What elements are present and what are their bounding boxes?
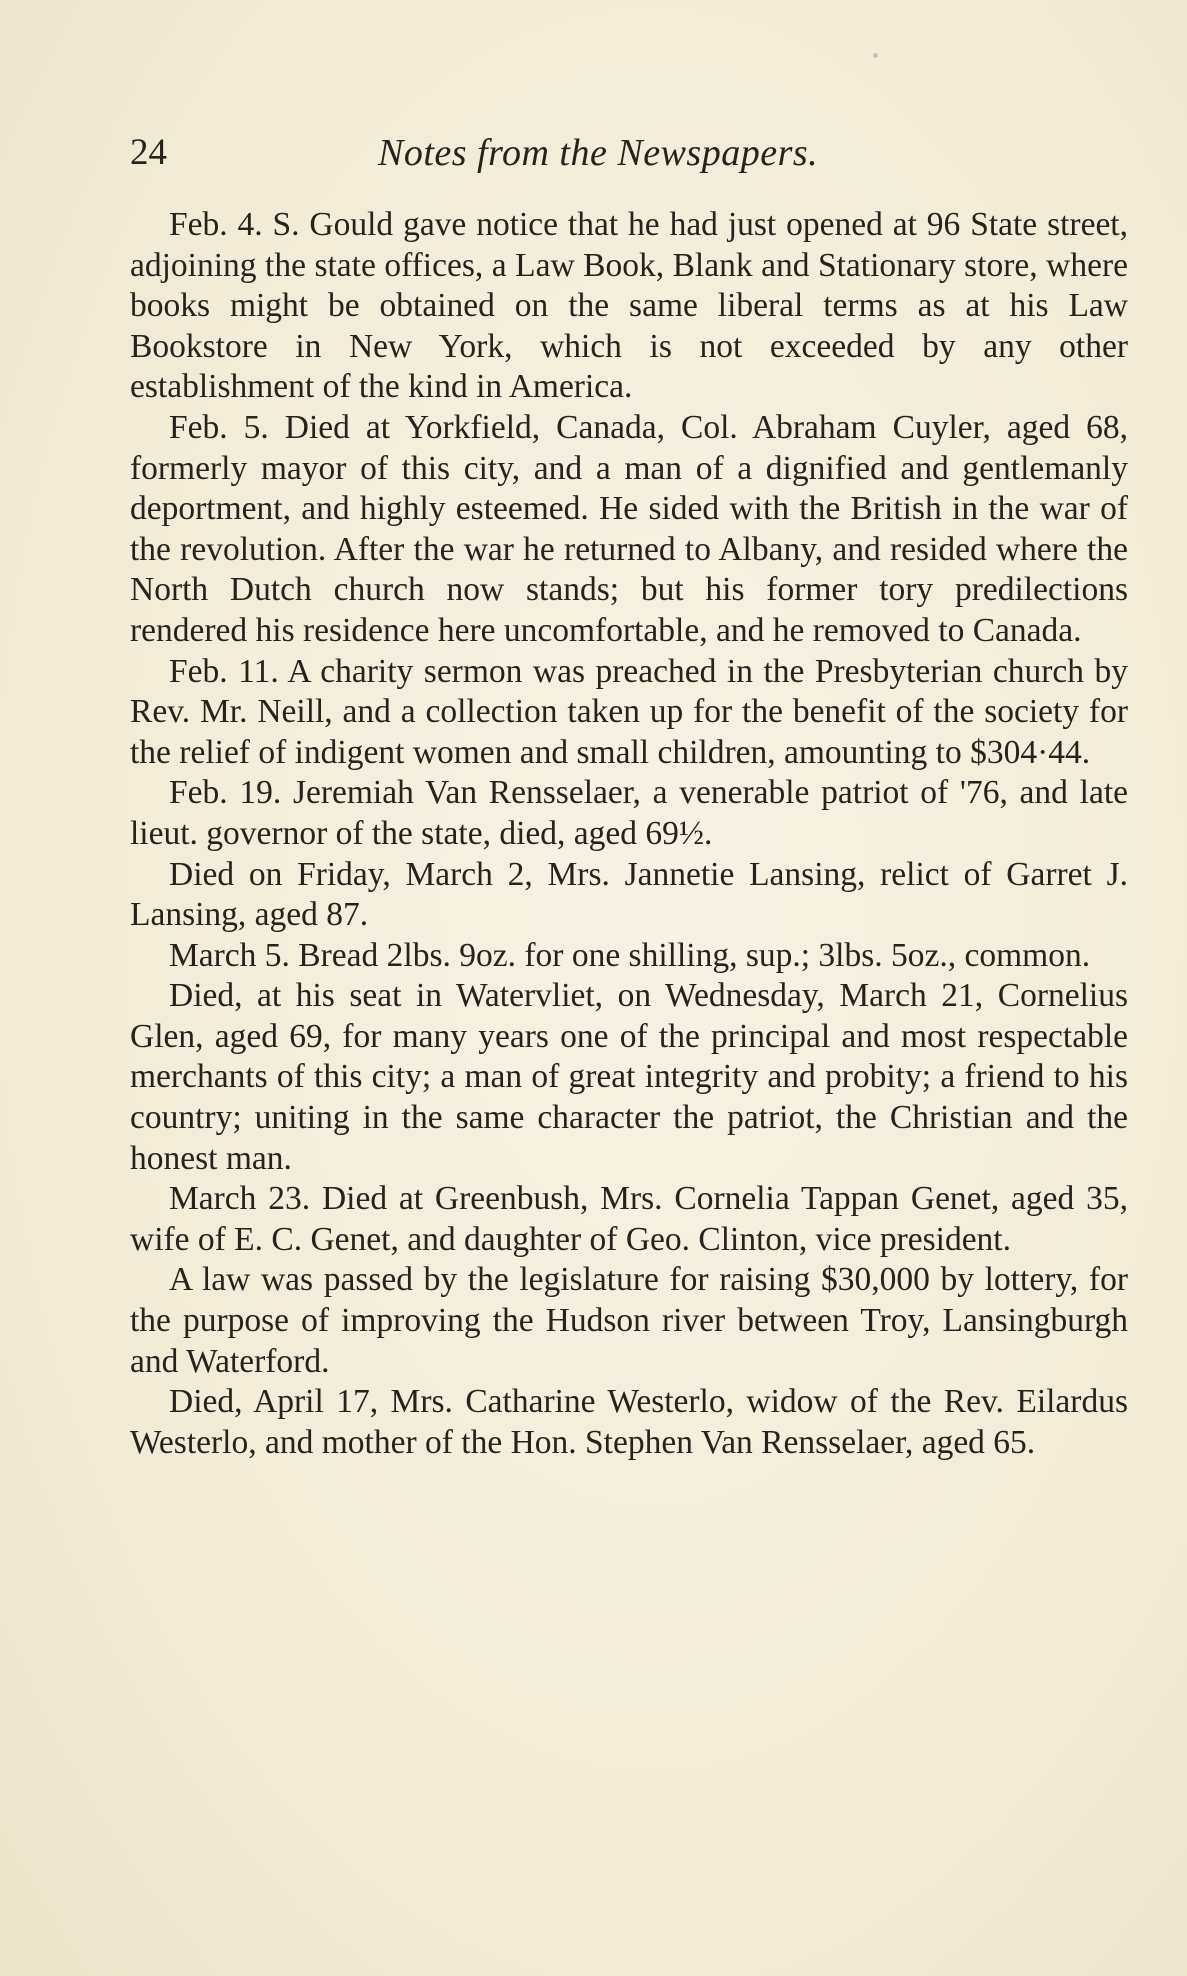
entry-feb-4: Feb. 4. S. Gould gave notice that he had just opened at 96 State street, adjoining the state offices, a Law Book, Blank and Stationary store, where books might be obtained on the same liberal terms as at his Law Bookstore in New York, which is not exceeded by any other establishment of the kind in America. [130,206,1128,406]
entry-feb-5: Feb. 5. Died at Yorkfield, Canada, Col. Abraham Cuyler, aged 68, formerly mayor of this city, and a man of a dignified and gentlemanly deportment, and highly esteemed. He sided with the British in the war of the revolution. After the war he returned to Albany, and resided where the North Dutch church now stands; but his former tory predilections rendered his residence here uncomfortable, and he removed to Canada. [130,408,1128,649]
entry-march-5: March 5. Bread 2lbs. 9oz. for one shilling, sup.; 3lbs. 5oz., common. [169,936,1091,974]
entry-lottery-law: A law was passed by the legislature for raising $30,000 by lottery, for the purpose of improving the Hudson river between Troy, Lansingburgh and Waterford. [130,1261,1128,1380]
entry-march-2: Died on Friday, March 2, Mrs. Jannetie Lansing, relict of Garret J. Lansing, aged 87. [130,855,1128,934]
entry-march-21: Died, at his seat in Watervliet, on Wednesday, March 21, Cornelius Glen, aged 69, for many years one of the principal and most respectable merchants of this city; a man of great integrity and probity; a friend to his country; uniting in the same character the patriot, the Christian and the honest man. [130,977,1128,1177]
running-title: Notes from the Newspapers. [378,132,819,174]
entry-feb-19: Feb. 19. Jeremiah Van Rensselaer, a venerable patriot of '76, and late lieut. governor of the state, died, aged 69½. [130,774,1128,852]
paper-speck [873,53,878,58]
entry-feb-11: Feb. 11. A charity sermon was preached in the Presbyterian church by Rev. Mr. Neill, and a collection taken up for the benefit of the society for the relief of indigent women and small children, amounting to $304·44. [130,652,1128,771]
entry-march-23: March 23. Died at Greenbush, Mrs. Cornelia Tappan Genet, aged 35, wife of E. C. Genet, and daughter of Geo. Clinton, vice president. [130,1180,1128,1258]
page-number: 24 [130,132,167,173]
entry-april-17: Died, April 17, Mrs. Catharine Westerlo, widow of the Rev. Eilardus Westerlo, and mother of the Hon. Stephen Van Rensselaer, aged 65. [130,1383,1128,1461]
page-header [130,128,1020,178]
page-body [130,205,1128,1463]
